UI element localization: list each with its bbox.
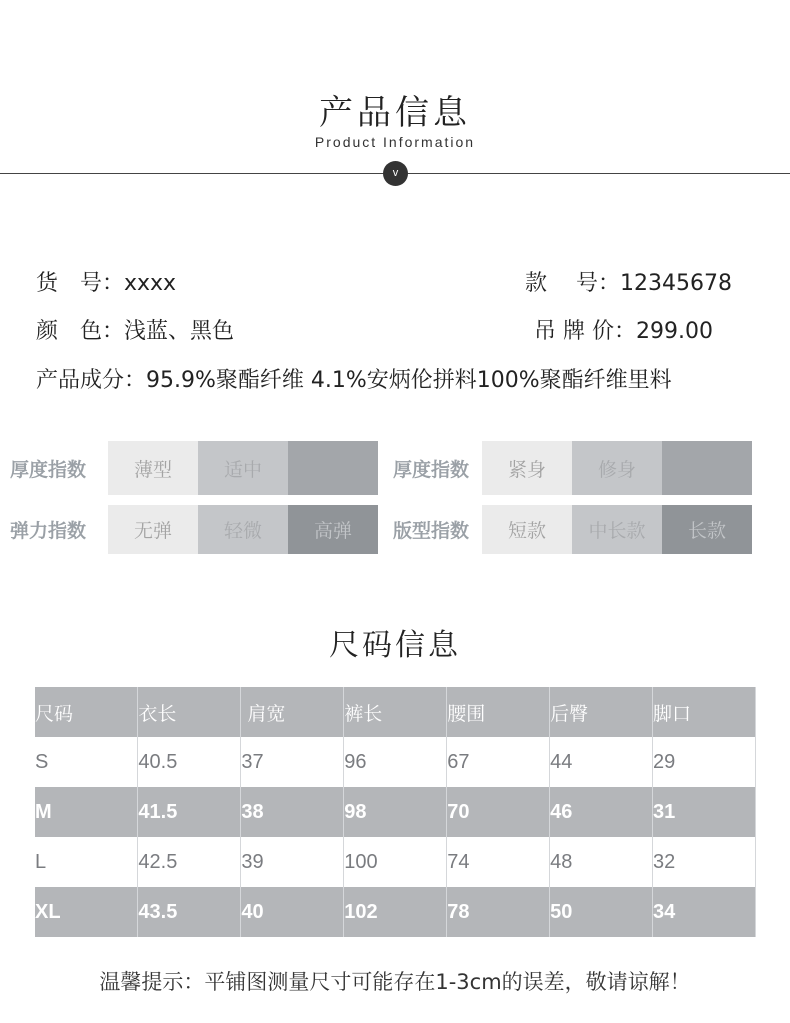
tag-price: 吊 牌 价：299.00 xyxy=(534,319,713,344)
table-cell: 78 xyxy=(447,887,550,937)
gauge-option: 适中 xyxy=(198,441,288,495)
gauge-option: 高弹 xyxy=(288,505,378,554)
table-cell: 50 xyxy=(550,887,653,937)
gauge-option: 紧身 xyxy=(482,441,572,495)
header-cell: 衣长 xyxy=(138,687,241,737)
header-cell: 腰围 xyxy=(447,687,550,737)
table-cell: 41.5 xyxy=(138,787,241,837)
table-cell: 48 xyxy=(550,837,653,887)
thickness-gauge-left xyxy=(10,441,378,495)
gauge-option: 轻微 xyxy=(198,505,288,554)
gauge-option: 中长款 xyxy=(572,505,662,554)
table-cell: 32 xyxy=(653,837,756,887)
gauge-option: 短款 xyxy=(482,505,572,554)
fit-gauge xyxy=(393,505,752,554)
table-row xyxy=(35,837,756,887)
page-title: 产品信息 xyxy=(319,93,471,133)
size-table xyxy=(35,687,756,937)
table-cell: 74 xyxy=(447,837,550,887)
page-subtitle: Product Information xyxy=(314,134,476,150)
table-cell: 40.5 xyxy=(138,737,241,787)
header-cell: 肩宽 xyxy=(241,687,344,737)
header-cell: 后臀 xyxy=(550,687,653,737)
item-number: 货 号：xxxx xyxy=(36,271,177,296)
table-cell: 38 xyxy=(241,787,344,837)
gauge-label: 弹力指数 xyxy=(10,520,87,542)
table-cell: 40 xyxy=(241,887,344,937)
gauge-option: 无弹 xyxy=(108,505,198,554)
table-cell: 67 xyxy=(447,737,550,787)
table-cell: 70 xyxy=(447,787,550,837)
composition-info: 产品成分：95.9%聚酯纤维 4.1%安炳伦拼料100%聚酯纤维里料 xyxy=(36,368,672,393)
gauge-option: 修身 xyxy=(572,441,662,495)
gauge-label: 厚度指数 xyxy=(10,458,87,481)
table-cell: 39 xyxy=(241,837,344,887)
table-cell: 98 xyxy=(344,787,447,837)
table-header-row xyxy=(35,687,756,737)
table-cell: 96 xyxy=(344,737,447,787)
gauge-label: 厚度指数 xyxy=(393,458,470,481)
gauge-option: 薄型 xyxy=(108,441,198,495)
table-cell: 42.5 xyxy=(138,837,241,887)
gauge-option xyxy=(662,441,752,495)
gauge-option: 长款 xyxy=(662,505,752,554)
header-cell: 脚口 xyxy=(653,687,756,737)
table-cell: 34 xyxy=(653,887,756,937)
thickness-gauge-right xyxy=(393,441,752,495)
table-cell: S xyxy=(35,737,138,787)
table-cell: 43.5 xyxy=(138,887,241,937)
table-cell: XL xyxy=(35,887,138,937)
elasticity-gauge xyxy=(10,505,378,554)
table-cell: 29 xyxy=(653,737,756,787)
table-row xyxy=(35,787,756,837)
table-cell: 44 xyxy=(550,737,653,787)
style-number: 款 号：12345678 xyxy=(525,271,732,296)
size-section-title: 尺码信息 xyxy=(329,628,461,663)
header-cell: 裤长 xyxy=(344,687,447,737)
table-cell: M xyxy=(35,787,138,837)
table-cell: 102 xyxy=(344,887,447,937)
table-cell: L xyxy=(35,837,138,887)
table-row xyxy=(35,737,756,787)
table-cell: 31 xyxy=(653,787,756,837)
color-info: 颜 色：浅蓝、黑色 xyxy=(36,319,235,344)
gauge-label: 版型指数 xyxy=(393,520,470,542)
table-cell: 46 xyxy=(550,787,653,837)
gauge-option xyxy=(288,441,378,495)
table-cell: 100 xyxy=(344,837,447,887)
chevron-down-icon: v xyxy=(383,161,408,186)
header-cell: 尺码 xyxy=(35,687,138,737)
measurement-tip: 温馨提示：平铺图测量尺寸可能存在1-3cm的误差，敬请谅解！ xyxy=(99,970,691,994)
table-cell: 37 xyxy=(241,737,344,787)
table-row xyxy=(35,887,756,937)
